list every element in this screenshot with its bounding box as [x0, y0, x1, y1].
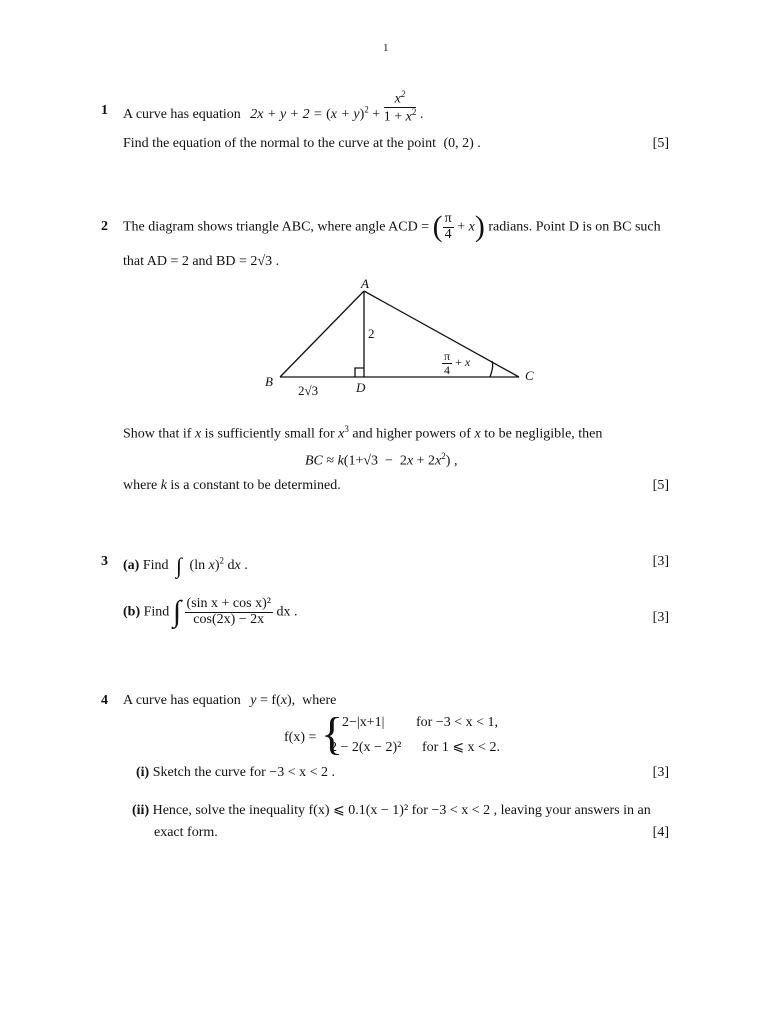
- angle-label: $\frac{\pi}{4}$ + x: [444, 349, 471, 377]
- ad-length-label: 2: [368, 326, 375, 341]
- brace: {: [321, 708, 344, 759]
- question-2-line-3: Show that if x is sufficiently small for $x^3$ and higher powers of x to be negligible, then: [123, 424, 603, 442]
- question-number: 2: [101, 219, 108, 234]
- angle-arc: [490, 361, 493, 377]
- marks: [3]: [652, 765, 669, 780]
- vertex-d-label: D: [356, 380, 366, 395]
- marks: [3]: [652, 554, 669, 569]
- vertex-a-label: A: [361, 276, 369, 291]
- page-number: 1: [383, 42, 389, 54]
- question-number: 3: [101, 554, 108, 569]
- marks: [5]: [652, 136, 669, 151]
- question-3a: (a) Find ∫ (ln x)$^2$ dx .: [123, 553, 248, 578]
- marks: [3]: [652, 610, 669, 625]
- question-3b: (b) Find ∫ $\frac{\text{(sin x + cos x)²}}{\cos(2x) - 2x}$ dx .: [123, 595, 298, 629]
- question-number: 1: [101, 103, 108, 118]
- case-1-expression: 2−|x+1|: [342, 715, 385, 730]
- bd-length-label: 2√3: [298, 383, 319, 398]
- question-4-part-i: (i) Sketch the curve for −3 < x < 2 .: [136, 765, 336, 780]
- fraction: $\frac{x^2}{1 + x^2}$: [383, 89, 417, 125]
- question-2-line-2: that AD = 2 and BD = 2√3 .: [123, 254, 280, 269]
- question-4-part-ii-continued: exact form.: [154, 825, 218, 840]
- question-number: 4: [101, 693, 108, 708]
- case-2-expression: 2 − 2(x − 2)²: [330, 740, 402, 755]
- marks: [4]: [652, 825, 669, 840]
- angle-fraction: $\frac{\pi}{4}$: [444, 211, 452, 242]
- question-1-line-1: A curve has equation $2x + y + 2 = (x + y)^2$ + $\frac{x^2}{1 + x^2}$ .: [123, 89, 424, 125]
- side-ab: [280, 291, 364, 377]
- vertex-b-label: B: [265, 374, 273, 389]
- case-1-condition: for −3 < x < 1,: [416, 715, 499, 730]
- question-2-line-4: where k is a constant to be determined.: [123, 478, 341, 493]
- marks: [5]: [652, 478, 669, 493]
- triangle-diagram: [0, 270, 768, 400]
- integrand-fraction: $\frac{\text{(sin x + cos x)²}}{\cos(2x) - 2x}$: [186, 596, 271, 627]
- case-2-condition: for 1 ⩽ x < 2.: [422, 740, 500, 755]
- piecewise-lhs: f(x) =: [284, 730, 317, 745]
- vertex-c-label: C: [525, 368, 534, 383]
- question-4-part-ii: (ii) Hence, solve the inequality f(x) ⩽ 0.1(x − 1)² for −3 < x < 2 , leaving your answers in an: [132, 803, 651, 818]
- question-1-line-2: Find the equation of the normal to the curve at the point (0, 2) .: [123, 136, 481, 151]
- right-angle-marker: [355, 368, 364, 377]
- question-2-line-1: The diagram shows triangle ABC, where angle ACD = ( $\frac{\pi}{4}$ + x) radians. Point D is on BC such: [123, 210, 661, 244]
- question-4-line-1: A curve has equation y = f(x), where: [123, 693, 337, 708]
- bc-approximation-formula: BC ≈ $k(1+√3 - 2x + 2x^2)$ ,: [305, 451, 458, 469]
